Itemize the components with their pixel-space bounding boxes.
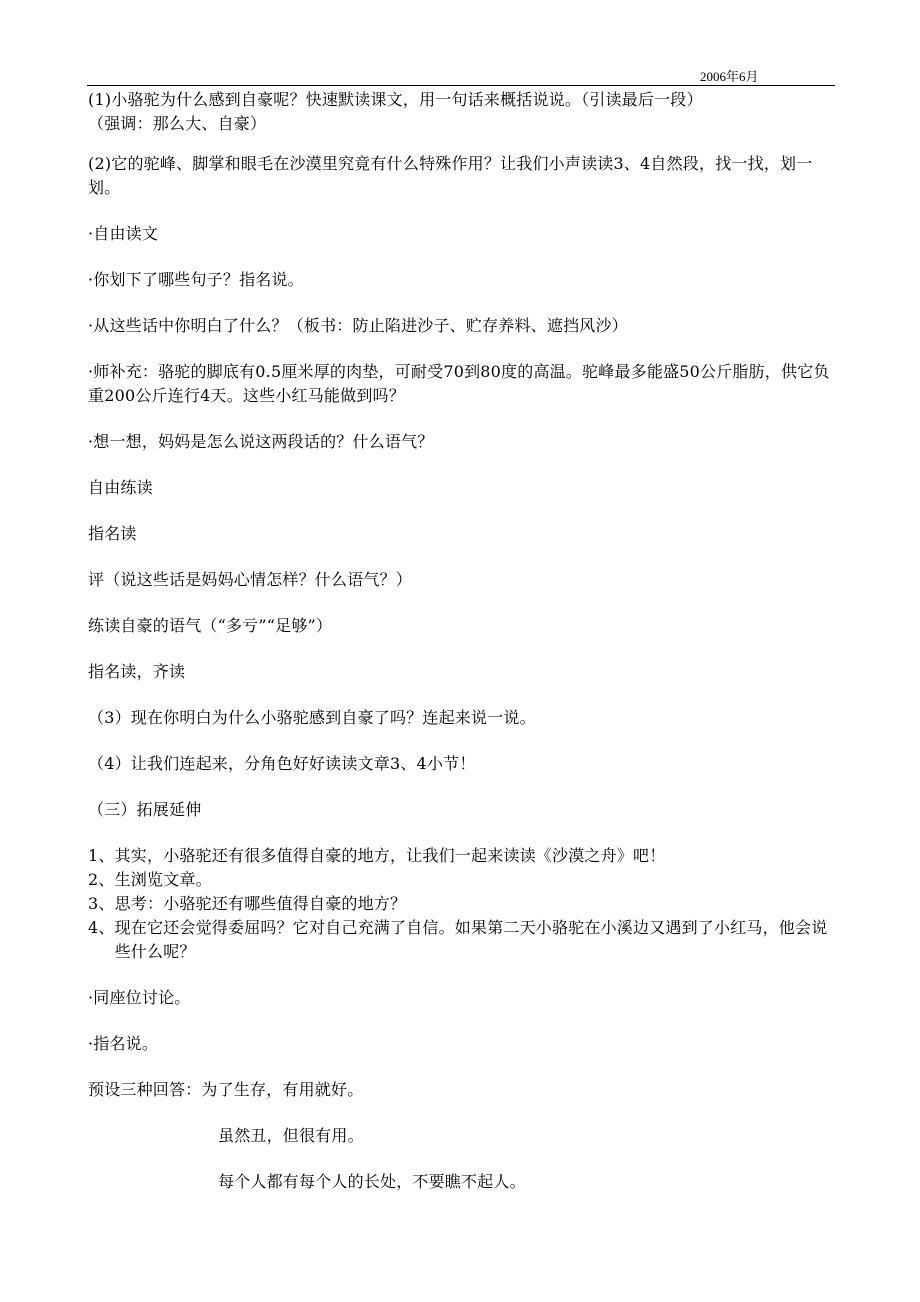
list-item [88, 916, 836, 964]
preset-answer-3: 每个人都有每个人的长处，不要瞧不起人。 [218, 1172, 526, 1191]
paragraph-question-3: （3）现在你明白为什么小骆驼感到自豪了吗？连起来说一说。 [88, 708, 536, 727]
list-item [88, 892, 836, 916]
list-text: 生浏览文章。 [114, 870, 212, 889]
paragraph-question-1: (1)小骆驼为什么感到自豪呢？快速默读课文，用一句话来概括说说。（引读最后一段） [88, 90, 703, 109]
paragraph-emphasis: （强调：那么大、自豪） [88, 114, 267, 133]
paragraph-question-2: (2)它的驼峰、脚掌和眼毛在沙漠里究竟有什么特殊作用？让我们小声读读3、4自然段，找一找，划一划。 [88, 154, 813, 197]
list-number: 3、 [88, 894, 115, 913]
step-evaluate: 评（说这些话是妈妈心情怎样？什么语气？） [88, 570, 413, 589]
bullet-teacher-supplement: ·师补充：骆驼的脚底有0.5厘米厚的肉垫，可耐受70到80度的高温。驼峰最多能盛50公斤脂肪，供它负重200公斤连行4天。这些小红马能做到吗？ [88, 362, 830, 405]
bullet-pair-discussion: ·同座位讨论。 [88, 988, 191, 1007]
list-text: 现在它还会觉得委屈吗？它对自己充满了自信。如果第二天小骆驼在小溪边又遇到了小红马，他会说些什么呢？ [114, 918, 828, 961]
list-text: 其实，小骆驼还有很多值得自豪的地方，让我们一起来读读《沙漠之舟》吧！ [114, 846, 666, 865]
step-practice-tone: 练读自豪的语气（“多亏”“足够”） [88, 616, 333, 635]
list-item [88, 868, 836, 892]
preset-answer-1: 预设三种回答：为了生存，有用就好。 [88, 1080, 364, 1099]
step-named-reading: 指名读 [88, 524, 137, 543]
list-number: 4、 [88, 918, 115, 937]
header-rule [87, 85, 835, 86]
list-text: 思考：小骆驼还有哪些值得自豪的地方？ [114, 894, 407, 913]
preset-answer-2: 虽然丑，但很有用。 [218, 1126, 364, 1145]
step-read-together: 指名读，齐读 [88, 662, 186, 681]
bullet-understanding: ·从这些话中你明白了什么？（板书：防止陷进沙子、贮存养料、遮挡风沙） [88, 316, 628, 335]
list-number: 2、 [88, 870, 115, 889]
section-heading-extension: （三）拓展延伸 [88, 800, 202, 819]
paragraph-question-4: （4）让我们连起来，分角色好好读读文章3、4小节！ [88, 754, 476, 773]
list-item [88, 844, 836, 868]
bullet-think: ·想一想，妈妈是怎么说这两段话的？什么语气？ [88, 432, 434, 451]
step-free-practice: 自由练读 [88, 478, 153, 497]
header-date: 2006年6月 [700, 69, 759, 84]
document-body [88, 88, 836, 1194]
list-number: 1、 [88, 846, 115, 865]
bullet-free-reading: ·自由读文 [88, 224, 159, 243]
bullet-marked-sentences: ·你划下了哪些句子？指名说。 [88, 270, 304, 289]
bullet-named-speaking: ·指名说。 [88, 1034, 159, 1053]
